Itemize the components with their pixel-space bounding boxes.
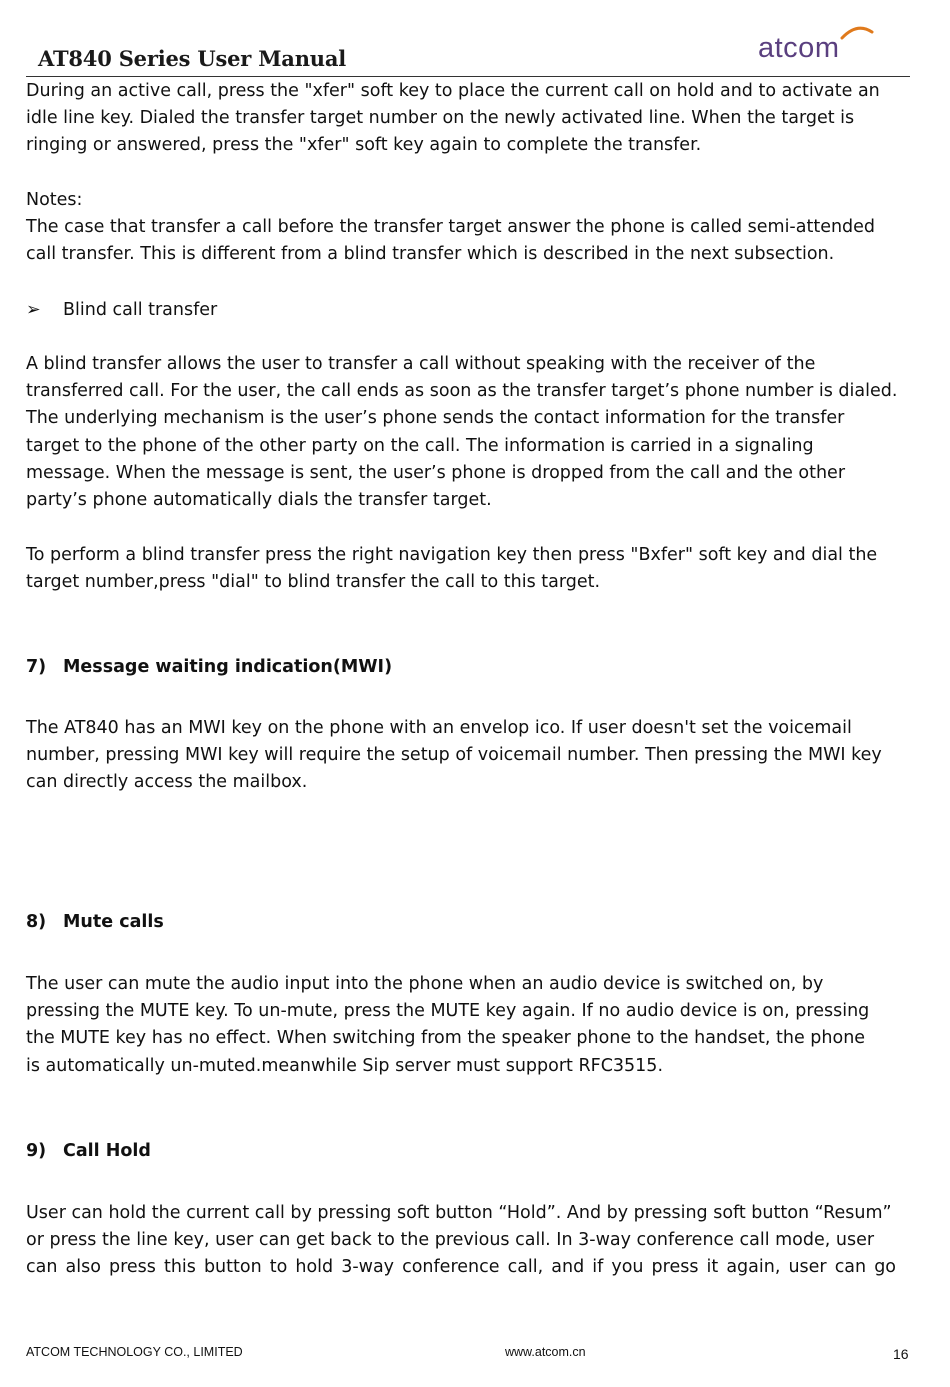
section-number: 9) [26,1141,47,1161]
text-line: can directly access the mailbox. [26,772,308,793]
text-line: User can hold the current call by pressing soft button “Hold”. And by pressing soft button “Resum” [26,1203,892,1223]
notes-paragraph [26,187,921,269]
section-heading-mwi [26,657,392,677]
text-line: number, pressing MWI key will require the setup of voicemail number. Then pressing the MWI key [26,745,882,766]
section-number: 8) [26,912,47,932]
bullet-label: Blind call transfer [63,300,218,320]
transfer-intro-paragraph [26,78,921,160]
text-line: can also press this button to hold 3-way conference call, and if you press it again, user can go [26,1257,897,1278]
text-line: During an active call, press the "xfer" soft key to place the current call on hold and to activate an [26,81,880,101]
text-line: target number,press "dial" to blind transfer the call to this target. [26,572,601,593]
text-line: party’s phone automatically dials the transfer target. [26,490,492,511]
text-line: idle line key. Dialed the transfer target number on the newly activated line. When the target is [26,108,855,129]
text-line: The AT840 has an MWI key on the phone with an envelop ico. If user doesn't set the voicemail [26,718,852,738]
section-title: Message waiting indication(MWI) [63,657,393,677]
text-line: To perform a blind transfer press the right navigation key then press "Bxfer" soft key and dial the [26,545,878,565]
bullet-arrow-icon: ➢ [26,300,41,320]
text-line: pressing the MUTE key. To un-mute, press the MUTE key again. If no audio device is on, pressing [26,1001,870,1022]
hold-paragraph [26,1200,921,1282]
text-line: The user can mute the audio input into the phone when an audio device is switched on, by [26,974,824,994]
blind-transfer-perform [26,542,921,596]
section-heading-mute [26,912,164,932]
text-line: The underlying mechanism is the user’s phone sends the contact information for the transfer [26,408,845,429]
section-title: Call Hold [63,1141,151,1161]
text-line: the MUTE key has no effect. When switching from the speaker phone to the handset, the phone [26,1028,866,1049]
blind-transfer-description [26,351,921,514]
text-line: target to the phone of the other party on the call. The information is carried in a signaling [26,435,814,456]
text-line: ringing or answered, press the "xfer" soft key again to complete the transfer. [26,135,702,156]
section-heading-hold [26,1141,151,1161]
text-line: call transfer. This is different from a blind transfer which is described in the next subsection. [26,244,835,265]
text-line: The case that transfer a call before the transfer target answer the phone is called semi-attended [26,217,876,238]
footer-website[interactable]: www.atcom.cn [505,1345,586,1359]
atcom-logo [758,26,876,66]
text-line: transferred call. For the user, the call ends as soon as the transfer target’s phone number is dialed. [26,381,898,402]
text-line: A blind transfer allows the user to transfer a call without speaking with the receiver of the [26,354,816,374]
header-divider [26,76,910,77]
document-title: AT840 Series User Manual [38,46,347,71]
logo-arc-icon [840,26,874,40]
text-line: message. When the message is sent, the user’s phone is dropped from the call and the other [26,462,846,483]
section-title: Mute calls [63,912,164,932]
blind-transfer-bullet [26,297,217,324]
mute-paragraph [26,971,921,1080]
page-number: 16 [893,1346,909,1362]
section-number: 7) [26,657,47,677]
mwi-paragraph [26,715,921,797]
notes-label: Notes: [26,190,83,210]
text-line: or press the line key, user can get back to the previous call. In 3-way conference call mode, user [26,1230,875,1251]
text-line: is automatically un-muted.meanwhile Sip server must support RFC3515. [26,1055,664,1076]
logo-wordmark: atcom [758,32,840,64]
footer-company: ATCOM TECHNOLOGY CO., LIMITED [26,1345,243,1359]
